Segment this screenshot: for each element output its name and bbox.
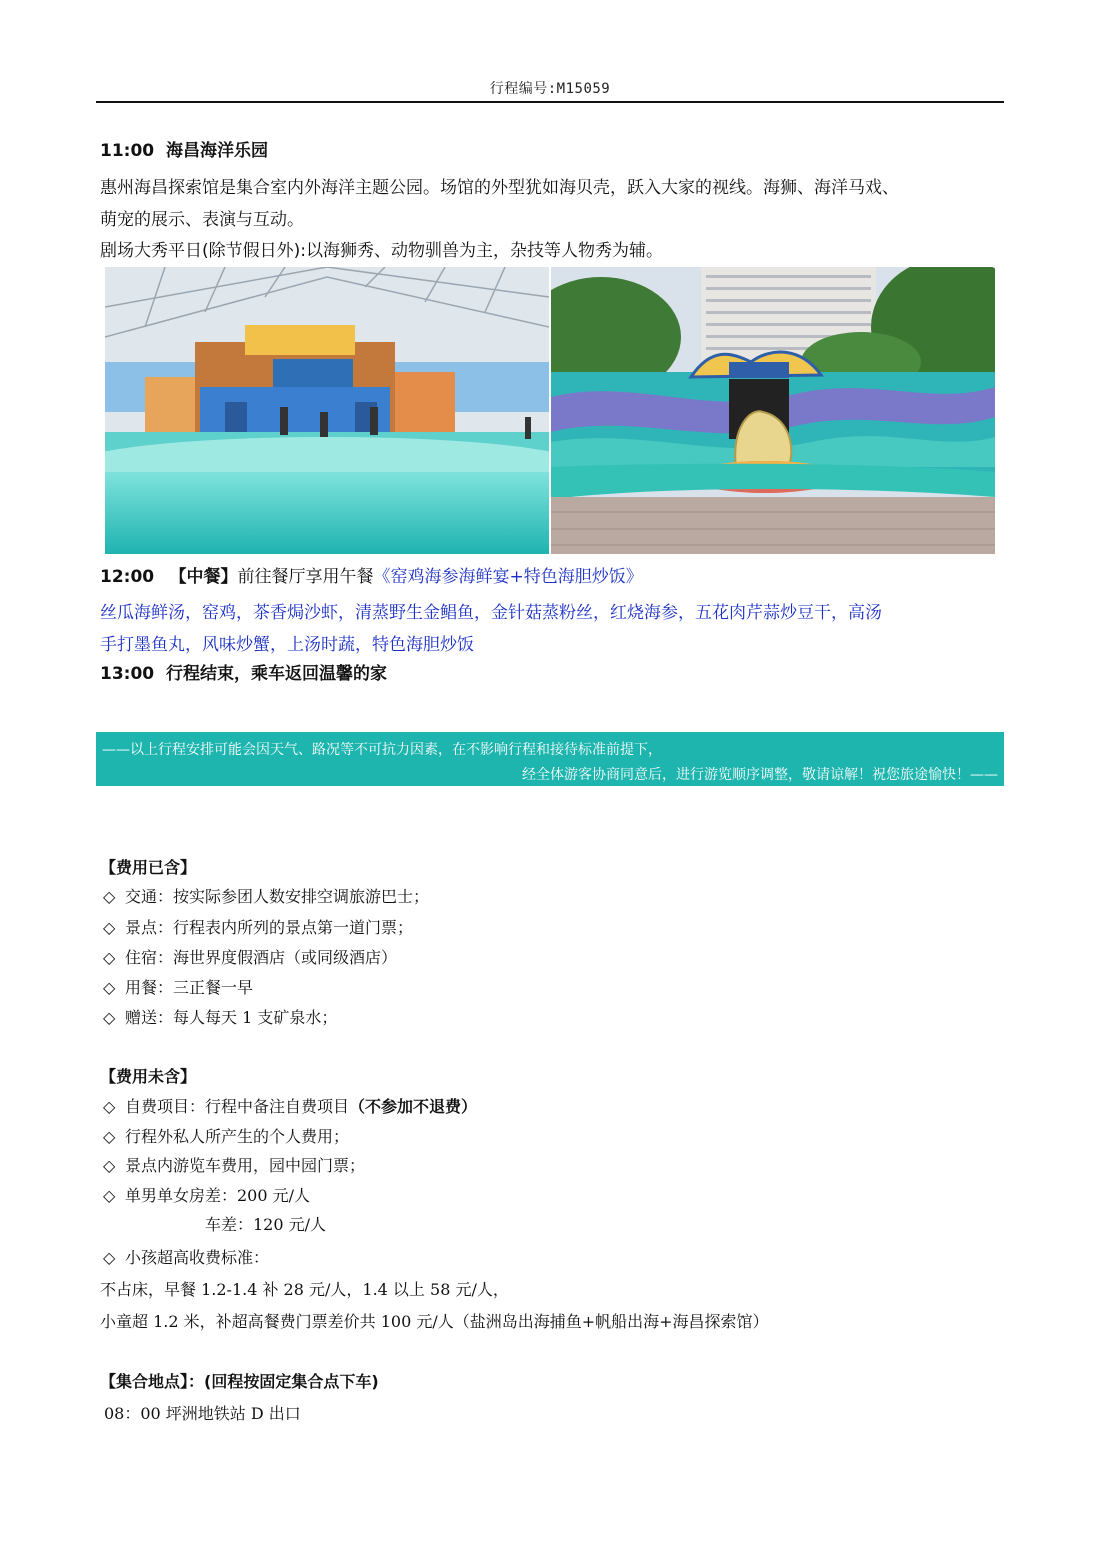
excluded-item-text: 自费项目：行程中备注自费项目 [125,1097,350,1116]
excluded-item-text: 景点内游览车费用，园中园门票； [125,1156,366,1175]
lunch-menu-title: 《窑鸡海参海鲜宴+特色海胆炒饭》 [373,567,643,587]
diamond-bullet-icon: ◇ [103,1156,116,1175]
header-divider [96,101,1004,103]
lunch-menu-line-2: 手打墨鱼丸，风味炒蟹，上汤时蔬，特色海胆炒饭 [100,635,474,655]
diamond-bullet-icon: ◇ [103,918,116,937]
excluded-heading: 【费用未含】 [100,1067,197,1086]
theater-photo [105,267,549,554]
included-item [103,884,429,907]
section-1300-heading [100,663,387,685]
section-1300-time: 13:00 [100,664,155,684]
excluded-item-text: 行程外私人所产生的个人费用； [125,1127,350,1146]
section-1300-text: 行程结束，乘车返回温馨的家 [166,664,388,684]
diamond-bullet-icon: ◇ [103,887,116,906]
section-1200-text: 前往餐厅享用午餐 [237,567,374,587]
shell-sculpture-photo [551,267,995,554]
included-heading: 【费用已含】 [100,858,197,877]
included-item [103,915,413,938]
diamond-bullet-icon: ◇ [103,1186,116,1205]
section-1200-heading [100,566,643,588]
itinerary-code: 行程编号:M15059 [489,81,611,97]
included-item-text: 赠送：每人每天 1 支矿泉水； [125,1008,338,1027]
section-1100-time: 11:00 [100,141,155,161]
child-fee-note-2: 小童超 1.2 米，补超高餐费门票差价共 100 元/人（盐洲岛出海捕鱼+帆船出海+海昌探索馆） [100,1312,769,1331]
excluded-item [103,1094,477,1117]
section-1100-title: 海昌海洋乐园 [166,141,269,161]
included-item [103,975,253,998]
section-1100-desc-1: 惠州海昌探索馆是集合室内外海洋主题公园。场馆的外型犹如海贝壳，跃入大家的视线。海狮、海洋马戏、 [100,178,899,198]
included-item [103,1005,337,1028]
diamond-bullet-icon: ◇ [103,1008,116,1027]
notice-line-1: ——以上行程安排可能会因天气、路况等不可抗力因素，在不影响行程和接待标准前提下， [102,742,662,758]
included-item-text: 景点：行程表内所列的景点第一道门票； [125,918,414,937]
diamond-bullet-icon: ◇ [103,1248,116,1267]
included-item-text: 住宿：海世界度假酒店（或同级酒店） [125,948,398,967]
section-1100-desc-3: 剧场大秀平日(除节假日外):以海狮秀、动物驯兽为主，杂技等人物秀为辅。 [100,241,663,261]
lunch-tag: 【中餐】 [169,567,238,587]
meeting-note: ：(回程按固定集合点下车) [188,1372,379,1391]
included-item-text: 用餐：三正餐一早 [125,978,254,997]
excluded-item [103,1153,365,1176]
section-1100-heading [100,140,268,162]
section-1200-time: 12:00 [100,567,155,587]
car-difference: 车差：120 元/人 [205,1215,327,1234]
excluded-item [103,1124,349,1147]
notice-line-2: 经全体游客协商同意后，进行游览顺序调整，敬请谅解！祝您旅途愉快！—— [522,767,998,783]
excluded-item [103,1245,269,1268]
included-item [103,945,397,968]
included-item-text: 交通：按实际参团人数安排空调旅游巴士； [125,887,430,906]
notice-banner [96,732,1004,786]
excluded-item-text: 小孩超高收费标准： [125,1248,270,1267]
diamond-bullet-icon: ◇ [103,978,116,997]
lunch-menu-line-1: 丝瓜海鲜汤，窑鸡，茶香焗沙虾，清蒸野生金鲳鱼，金针菇蒸粉丝，红烧海参，五花肉芹蒜炒豆干，高汤 [100,603,882,623]
meeting-point: 08：00 坪洲地铁站 D 出口 [104,1404,301,1423]
excluded-item [103,1183,310,1206]
section-1100-desc-2: 萌宠的展示、表演与互动。 [100,210,304,230]
no-refund-note: （不参加不退费） [349,1097,478,1116]
diamond-bullet-icon: ◇ [103,1097,116,1116]
meeting-heading: 【集合地点】 [100,1372,189,1391]
child-fee-note-1: 不占床，早餐 1.2-1.4 补 28 元/人，1.4 以上 58 元/人， [100,1280,509,1299]
meeting-heading-row [100,1369,379,1392]
diamond-bullet-icon: ◇ [103,948,116,967]
diamond-bullet-icon: ◇ [103,1127,116,1146]
excluded-item-text: 单男单女房差：200 元/人 [125,1186,311,1205]
